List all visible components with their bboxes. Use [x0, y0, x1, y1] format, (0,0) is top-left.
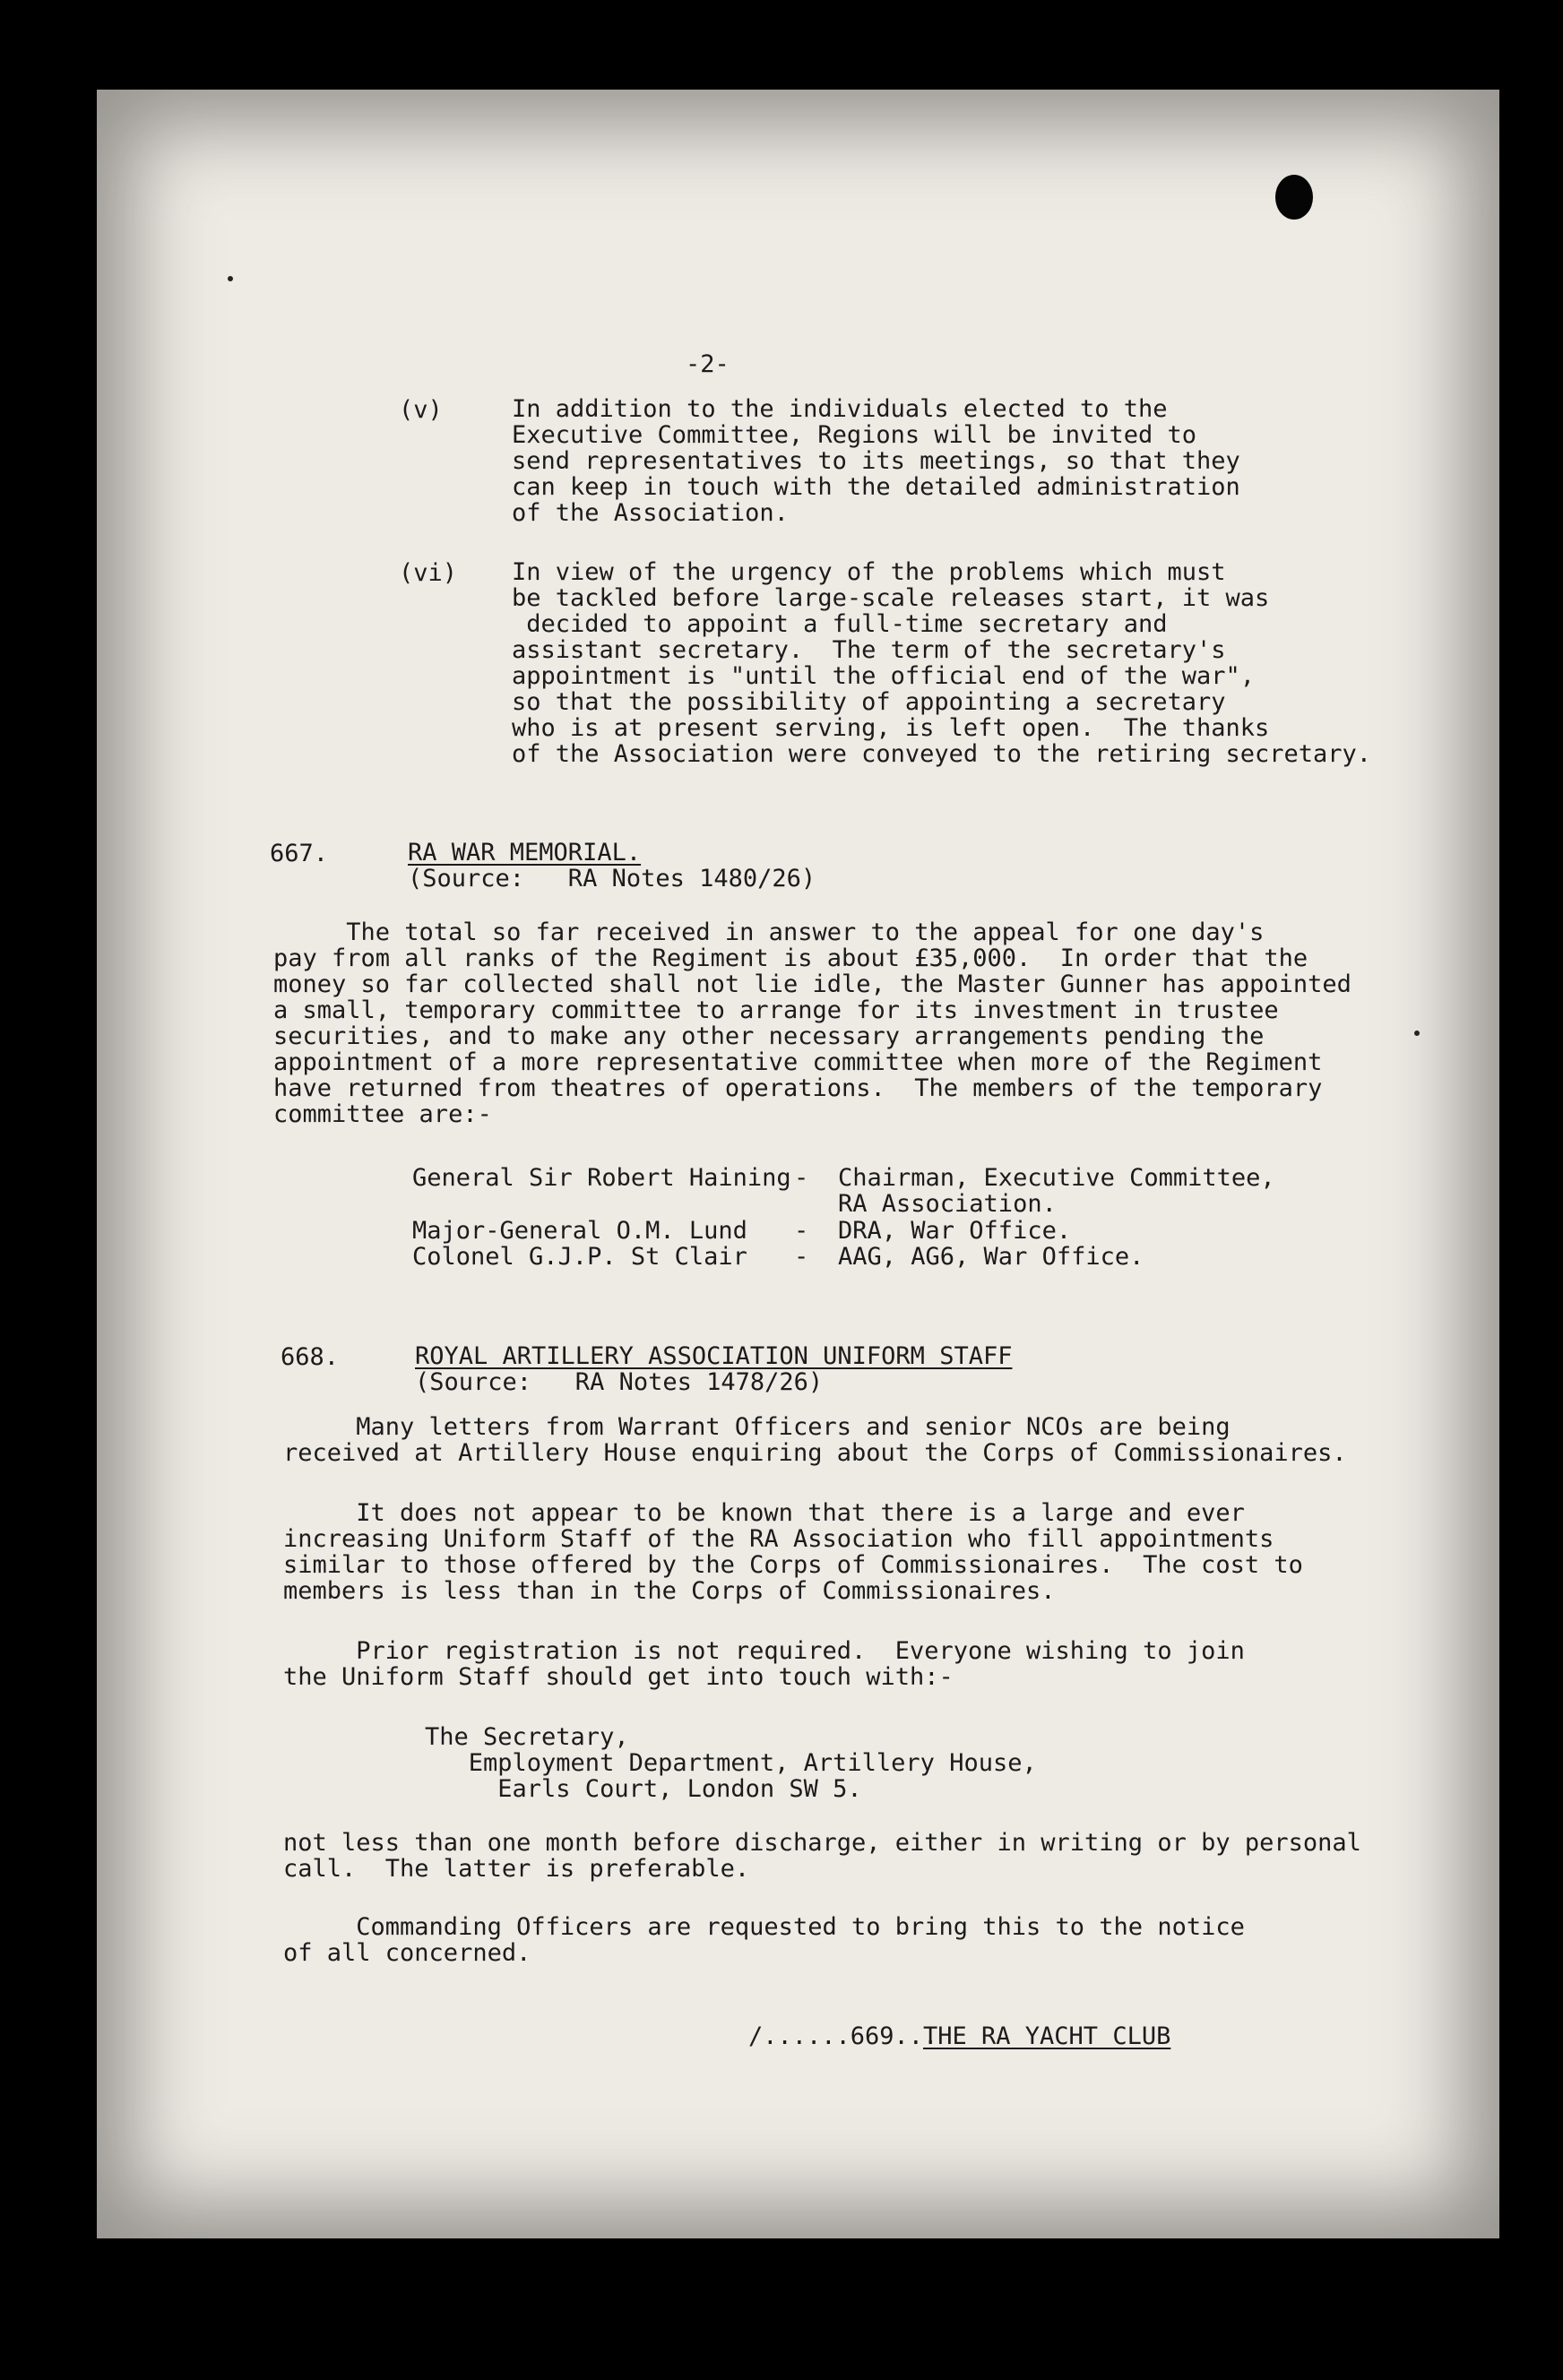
ink-blot: [1275, 175, 1313, 220]
paragraph-line: not less than one month before discharge, either in writing or by personal: [283, 1829, 1361, 1857]
member-name: Major-General O.M. Lund: [412, 1217, 747, 1245]
continuation-prefix: /......669...: [748, 2022, 938, 2050]
document-page: [97, 90, 1499, 2238]
paragraph-line: It does not appear to be known that there is a large and ever: [283, 1499, 1245, 1527]
member-role: Chairman, Executive Committee,: [838, 1164, 1275, 1192]
item-line: send representatives to its meetings, so that they: [512, 447, 1240, 475]
paragraph-line: call. The latter is preferable.: [283, 1855, 750, 1883]
member-role: RA Association.: [838, 1190, 1057, 1218]
item-line: In addition to the individuals elected to the: [512, 395, 1168, 423]
address-line: The Secretary,: [425, 1723, 629, 1751]
paragraph-line: similar to those offered by the Corps of Commissionaires. The cost to: [283, 1551, 1303, 1579]
paragraph-line: members is less than in the Corps of Commissionaires.: [283, 1577, 1056, 1605]
paragraph-line: The total so far received in answer to the appeal for one day's: [273, 918, 1265, 946]
member-role: DRA, War Office.: [838, 1217, 1072, 1245]
member-name: Colonel G.J.P. St Clair: [412, 1243, 747, 1271]
item-line: who is at present serving, is left open. The thanks: [512, 714, 1270, 742]
paragraph-line: securities, and to make any other necessary arrangements pending the: [273, 1022, 1265, 1050]
member-role: AAG, AG6, War Office.: [838, 1243, 1144, 1271]
member-dash: -: [794, 1243, 809, 1271]
item-line: assistant secretary. The term of the secretary's: [512, 636, 1226, 664]
member-dash: -: [794, 1217, 809, 1245]
paragraph-line: received at Artillery House enquiring about the Corps of Commissionaires.: [283, 1439, 1347, 1467]
page-number: -2-: [686, 350, 730, 378]
paragraph-line: increasing Uniform Staff of the RA Association who fill appointments: [283, 1525, 1274, 1553]
address-line: Earls Court, London SW 5.: [425, 1775, 862, 1803]
item-line: can keep in touch with the detailed administration: [512, 473, 1240, 501]
item-line: be tackled before large-scale releases start, it was: [512, 584, 1270, 612]
item-marker: (vi): [399, 559, 458, 587]
item-line: appointment is "until the official end of the war",: [512, 662, 1256, 690]
paragraph-line: have returned from theatres of operations. The members of the temporary: [273, 1074, 1323, 1102]
paragraph-line: Prior registration is not required. Everyone wishing to join: [283, 1637, 1245, 1665]
section-source: (Source: RA Notes 1478/26): [415, 1368, 824, 1396]
section-source: (Source: RA Notes 1480/26): [408, 865, 816, 892]
item-line: In view of the urgency of the problems which must: [512, 558, 1226, 586]
member-name: General Sir Robert Haining: [412, 1164, 791, 1192]
address-line: Employment Department, Artillery House,: [425, 1749, 1037, 1777]
item-line: of the Association.: [512, 499, 789, 527]
section-heading: RA WAR MEMORIAL.: [408, 839, 642, 867]
paragraph-line: Many letters from Warrant Officers and senior NCOs are being: [283, 1413, 1231, 1441]
paragraph-line: pay from all ranks of the Regiment is about £35,000. In order that the: [273, 944, 1308, 972]
item-marker: (v): [399, 396, 443, 424]
item-line: Executive Committee, Regions will be invited to: [512, 421, 1197, 449]
paragraph-line: the Uniform Staff should get into touch with:-: [283, 1663, 954, 1691]
item-line: of the Association were conveyed to the retiring secretary.: [512, 740, 1372, 768]
continuation-title: THE RA YACHT CLUB: [923, 2022, 1171, 2050]
section-number: 668.: [281, 1343, 340, 1371]
item-line: so that the possibility of appointing a secretary: [512, 688, 1226, 716]
paragraph-line: appointment of a more representative committee when more of the Regiment: [273, 1048, 1323, 1076]
member-dash: -: [794, 1164, 809, 1192]
paragraph-line: committee are:-: [273, 1100, 492, 1128]
speck: [228, 276, 233, 281]
paragraph-line: a small, temporary committee to arrange for its investment in trustee: [273, 996, 1279, 1024]
section-number: 667.: [270, 840, 329, 867]
item-line: decided to appoint a full-time secretary and: [512, 610, 1168, 638]
section-heading: ROYAL ARTILLERY ASSOCIATION UNIFORM STAFF: [415, 1342, 1013, 1370]
paragraph-line: money so far collected shall not lie idle, the Master Gunner has appointed: [273, 970, 1351, 998]
speck: [1414, 1030, 1420, 1036]
paragraph-line: Commanding Officers are requested to bring this to the notice: [283, 1913, 1245, 1941]
paragraph-line: of all concerned.: [283, 1939, 531, 1967]
